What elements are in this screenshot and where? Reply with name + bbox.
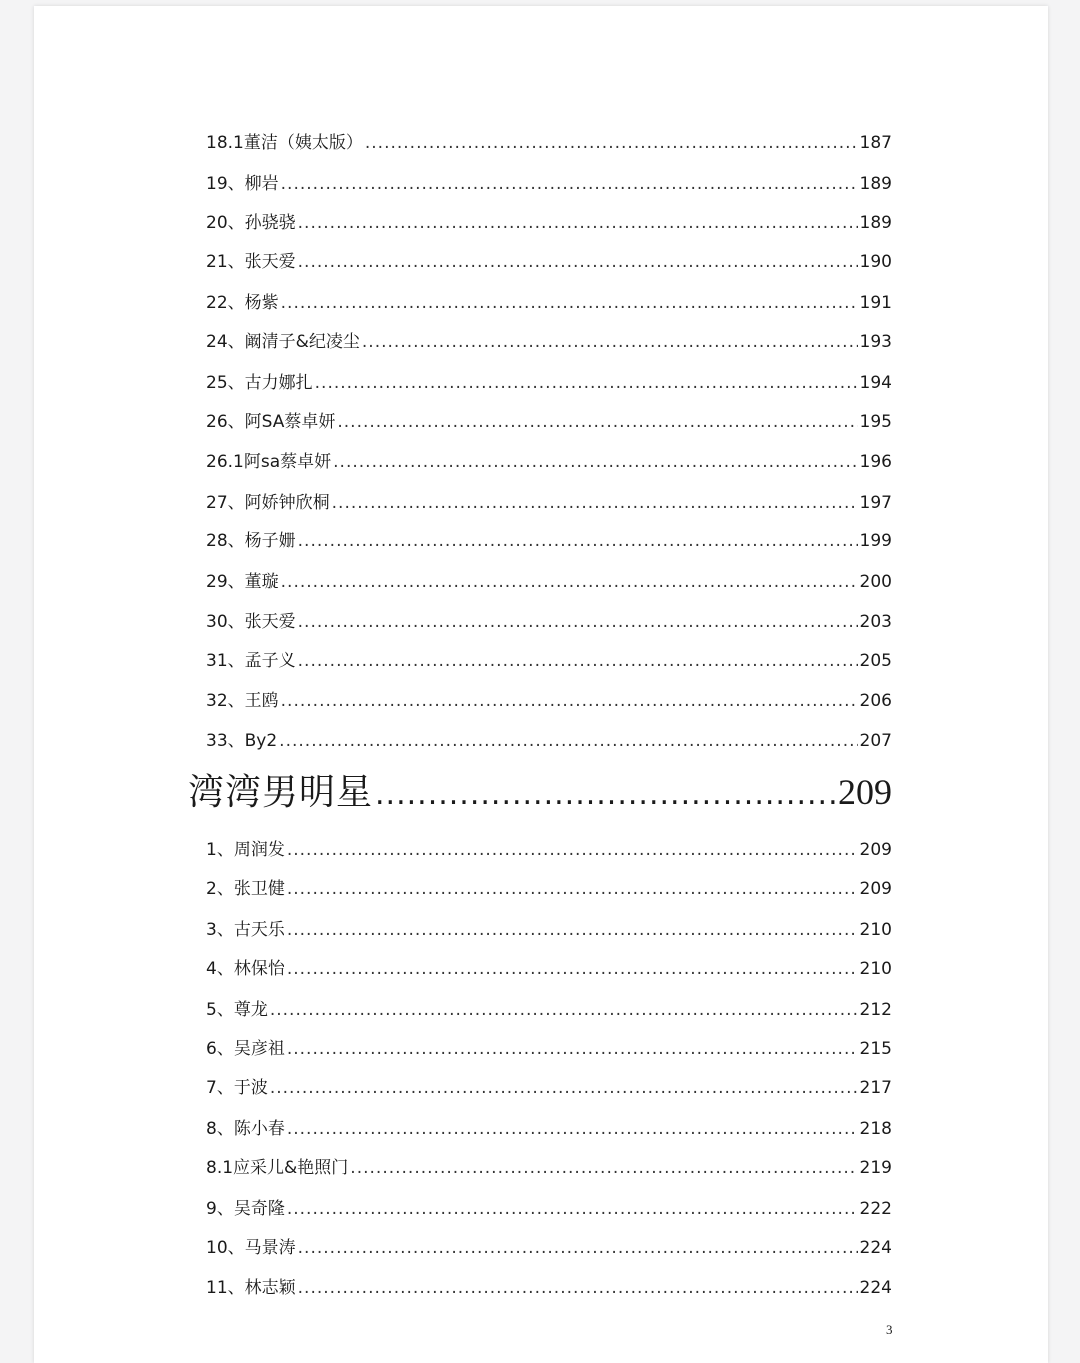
toc-entry[interactable] [206, 1118, 892, 1140]
toc-entry-page: 215 [859, 1039, 892, 1059]
toc-entry-label: 5、尊龙 [206, 1000, 268, 1020]
toc-leader-dots [298, 611, 858, 633]
toc-entry-page: 197 [859, 493, 892, 513]
toc-leader-dots [270, 1077, 858, 1099]
toc-entry-label: 28、杨子姗 [206, 531, 296, 551]
toc-entry[interactable] [206, 1077, 892, 1099]
toc-leader-dots [287, 1118, 858, 1140]
toc-entry-label: 30、张天爱 [206, 612, 296, 632]
toc-entry[interactable] [206, 331, 892, 353]
toc-entry-page: 218 [859, 1119, 892, 1139]
toc-entry-label: 20、孙骁骁 [206, 213, 296, 233]
toc-leader-dots [287, 1038, 858, 1060]
toc-entry[interactable] [206, 1038, 892, 1060]
toc-leader-dots [281, 690, 858, 712]
toc-entry[interactable] [206, 690, 892, 712]
toc-leader-dots [332, 492, 858, 514]
toc-entry-page: 207 [859, 731, 892, 751]
toc-leader-dots [281, 571, 858, 593]
toc-entry-page: 219 [859, 1158, 892, 1178]
toc-entry-label: 3、古天乐 [206, 920, 285, 940]
toc-entry-page: 222 [859, 1199, 892, 1219]
toc-entry-page: 193 [859, 332, 892, 352]
toc-leader-dots [333, 451, 857, 473]
toc-entry-label: 6、吴彦祖 [206, 1039, 285, 1059]
toc-leader-dots [279, 730, 857, 752]
toc-entry-label: 2、张卫健 [206, 879, 285, 899]
toc-entry-page: 194 [859, 373, 892, 393]
toc-entry-page: 191 [859, 293, 892, 313]
toc-entry[interactable] [206, 212, 892, 234]
toc-entry[interactable] [206, 451, 892, 473]
toc-entry-label: 32、王鸥 [206, 691, 279, 711]
toc-entry[interactable] [206, 372, 892, 394]
toc-entry[interactable] [206, 1198, 892, 1220]
toc-entry[interactable] [206, 173, 892, 195]
toc-entry-page: 189 [859, 174, 892, 194]
section-heading-label: 湾湾男明星 [188, 772, 374, 813]
toc-entry-label: 26.1阿sa蔡卓妍 [206, 452, 332, 472]
toc-entry[interactable] [206, 251, 892, 273]
toc-leader-dots [287, 1198, 858, 1220]
toc-entry[interactable] [206, 999, 892, 1021]
toc-entry-page: 206 [859, 691, 892, 711]
toc-entry-label: 11、林志颖 [206, 1278, 296, 1298]
page-number: 3 [886, 1322, 893, 1337]
toc-entry-page: 224 [859, 1238, 892, 1258]
toc-leader-dots [375, 777, 836, 812]
toc-entry-page: 205 [859, 651, 892, 671]
toc-entry-page: 210 [859, 959, 892, 979]
toc-entry-label: 9、吴奇隆 [206, 1199, 285, 1219]
toc-entry[interactable] [206, 1157, 892, 1179]
toc-leader-dots [287, 839, 858, 861]
toc-entry-page: 187 [859, 133, 892, 153]
toc-entry-label: 25、古力娜扎 [206, 373, 313, 393]
toc-entry-label: 33、By2 [206, 731, 278, 751]
toc-entry-page: 209 [859, 879, 892, 899]
toc-entry-label: 26、阿SA蔡卓妍 [206, 412, 336, 432]
toc-entry-label: 4、林保怡 [206, 959, 285, 979]
toc-entry[interactable] [206, 650, 892, 672]
toc-entry-page: 196 [859, 452, 892, 472]
toc-entry-page: 195 [859, 412, 892, 432]
toc-leader-dots [298, 212, 858, 234]
toc-entry-page: 217 [859, 1078, 892, 1098]
toc-entry-label: 29、董璇 [206, 572, 279, 592]
toc-leader-dots [287, 919, 858, 941]
toc-entry-label: 8.1应采儿&艳照门 [206, 1158, 349, 1178]
toc-entry-label: 19、柳岩 [206, 174, 279, 194]
toc-entry[interactable] [206, 1237, 892, 1259]
toc-section-heading[interactable] [188, 770, 892, 815]
toc-entry-page: 200 [859, 572, 892, 592]
toc-entry-label: 8、陈小春 [206, 1119, 285, 1139]
toc-entry-label: 31、孟子义 [206, 651, 296, 671]
toc-entry[interactable] [206, 132, 892, 154]
toc-leader-dots [298, 251, 858, 273]
toc-entry[interactable] [206, 1277, 892, 1299]
toc-leader-dots [337, 411, 857, 433]
toc-leader-dots [362, 331, 858, 353]
toc-entry-label: 27、阿娇钟欣桐 [206, 493, 330, 513]
toc-entry[interactable] [206, 530, 892, 552]
toc-entry-page: 190 [859, 252, 892, 272]
toc-leader-dots [315, 372, 858, 394]
toc-entry[interactable] [206, 919, 892, 941]
toc-leader-dots [287, 958, 858, 980]
toc-entry-page: 199 [859, 531, 892, 551]
toc-leader-dots [298, 1277, 858, 1299]
toc-entry[interactable] [206, 411, 892, 433]
toc-entry-page: 212 [859, 1000, 892, 1020]
toc-entry-label: 1、周润发 [206, 840, 285, 860]
toc-entry[interactable] [206, 878, 892, 900]
toc-leader-dots [287, 878, 858, 900]
toc-entry[interactable] [206, 611, 892, 633]
toc-entry[interactable] [206, 492, 892, 514]
toc-leader-dots [298, 1237, 858, 1259]
toc-entry-label: 24、阚清子&纪凌尘 [206, 332, 360, 352]
toc-leader-dots [298, 530, 858, 552]
toc-leader-dots [270, 999, 858, 1021]
toc-entry-page: 203 [859, 612, 892, 632]
section-heading-page: 209 [838, 772, 892, 812]
toc-entry[interactable] [206, 571, 892, 593]
toc-entry[interactable] [206, 839, 892, 861]
toc-leader-dots [281, 173, 858, 195]
toc-entry[interactable] [206, 292, 892, 314]
toc-entry-page: 189 [859, 213, 892, 233]
toc-entry[interactable] [206, 730, 892, 752]
toc-leader-dots [350, 1157, 857, 1179]
toc-entry-page: 224 [859, 1278, 892, 1298]
toc-entry[interactable] [206, 958, 892, 980]
toc-leader-dots [298, 650, 858, 672]
toc-entry-label: 7、于波 [206, 1078, 268, 1098]
toc-entry-label: 10、马景涛 [206, 1238, 296, 1258]
toc-leader-dots [281, 292, 858, 314]
toc-leader-dots [365, 132, 858, 154]
toc-entry-page: 209 [859, 840, 892, 860]
toc-entry-label: 22、杨紫 [206, 293, 279, 313]
toc-entry-label: 18.1董洁（姨太版） [206, 133, 363, 153]
toc-entry-label: 21、张天爱 [206, 252, 296, 272]
toc-entry-page: 210 [859, 920, 892, 940]
